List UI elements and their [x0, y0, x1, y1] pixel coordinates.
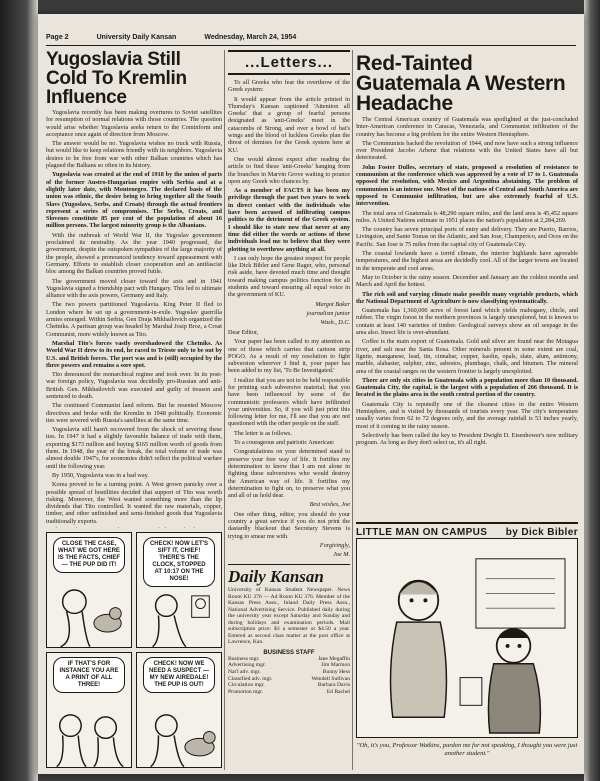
- guatemala-headline: Red-Tainted Guatemala A Western Headache: [356, 52, 566, 115]
- yugoslavia-paragraph: The continued Communist land reform. But he resented Moscow directives and broke with the Kremlin in 1948 politically. Economic ties were severed with Russia's satellites at the same time.: [46, 402, 222, 424]
- letter-signature-title: journalism junior: [306, 309, 350, 317]
- staff-row: [228, 689, 350, 696]
- speech-bubble: CLOSE THE CASE, WHAT WE GOT HERE IS THE FACTS, CHIEF — THE PUP DID IT!: [53, 537, 125, 573]
- guatemala-article: [356, 50, 578, 518]
- yugoslavia-paragraph: Korea proved to be a turning point. A West grown panicky over a possible spread of hostilities decided that support of Tito was worth risking. Moreover, the West wanted something more than the lip dividends that Tito controlled. It wanted the raw materials, copper, timber, and other unfinished and semi-finished goods that Yugoslavia traditionally exports.: [46, 481, 222, 525]
- letters-column: [228, 50, 350, 770]
- staff-info: University of Kansas Student Newspaper. News Room KU 376 — Ad Room KU 376. Member of the Kansas Press Assn., Inland Daily Press Assn., National Advertising Service. Published daily during the university year except Saturday and Sunday and during holidays and examination periods. Mail subscription price: $3 a semester or $4.50 a year. Entered as second class matter at the post office at Lawrence, Kan.: [228, 587, 350, 646]
- letter-intro: To all Greeks who fear the overthrow of the Greek system:: [228, 79, 350, 94]
- masthead: [46, 34, 576, 46]
- column-rule: [224, 50, 225, 770]
- cartoon-title: LITTLE MAN ON CAMPUS: [356, 527, 488, 538]
- letter-signature: Joe M.: [333, 551, 350, 559]
- guatemala-paragraph: May to October is the rainy season. December and January are the coldest months and March and April the hottest.: [356, 273, 578, 289]
- yugoslavia-paragraph: Yugoslavia recently has been making overtures to Soviet satellites for resumption of normal relations with those countries. The question would arise whether Yugoslavia seeks return to the Cominform and acceptance once again of direction from Moscow.: [46, 109, 222, 138]
- paper-flag: Daily Kansan: [228, 564, 350, 587]
- staff-person: Barbara Davis: [317, 682, 350, 689]
- speech-bubble: IF THAT'S FOR INSTANCE YOU ARE A PRINT OF ALL THREE!: [53, 657, 125, 693]
- staff-row: [228, 656, 350, 663]
- letter-paragraph: I can only hope the greatest respect for people like Dick Bibler and Gene Rager, who, personal risk aside, have devoted much time and thought toward making campus politics function for all students and toward ensuring all equal voice in the government of KU.: [228, 254, 350, 299]
- issue-date: Wednesday, March 24, 1954: [204, 34, 297, 41]
- letter-paragraph: One would almost expect after reading the article to find these 'anti-Greeks' hanging from the branches in Marvin Grove waiting to pounce upon any Greek who chances by.: [228, 155, 350, 185]
- yugoslavia-paragraph: The two powers partitioned Yugoslavia. King Peter II fled to London where he set up a government-in-exile. Yugoslav guerrilla armies emerged. Within Serbia, Gen Draja Mikhailovich organized the Chetniks. A partisan group was headed by Marshal Josip Broz, a Croat Communist, more widely known as Tito.: [46, 301, 222, 338]
- yugoslavia-paragraph: Marshal Tito's forces vastly overshadowed the Chetniks. As World War II drew to its end, he raced to Trieste only to be out by U.S. and British forces. The port was and is (still) occupied by the three powers and remains a sore spot.: [46, 339, 222, 369]
- cartoon-artist: by Dick Bibler: [505, 527, 578, 538]
- letter-closing: Forgivingly,: [319, 541, 350, 549]
- yugoslavia-paragraph: The answer would be no. Yugoslavia wishes no truck with Russia, but would like to keep relations friendly with its neighbors. Yugoslavia desires to be free from war with other Balkan countries which has plagued the Balkans so often in its history.: [46, 140, 222, 170]
- yugoslavia-paragraph: Yugoslavia was created at the end of 1918 by the union of parts of the former Austro-Hungarian empire with Serbia and at a slightly later date, with Montenegro. The declared basis of the union was ethnic, the desire being to bring together all the South Slavs (Yugoslavs, Serbs, and Croats) through the actual frontiers represent a series of compromises. The Serbs, Croats, and Slovenes constitute 85 per cent of the population of about 16 million persons. The largest minority group is the Albanians.: [46, 171, 222, 230]
- guatemala-paragraph: John Foster Dulles, secretary of state, proposed a resolution of resistance to communism at the conference which was approved by a vote of 17 to 1. Guatemala opposed the resolution, with Mexico and Argentina abstaining. The problem of communism is an intense one. Most of the nations of Central and South America are opposed to Communist infiltration, but are also extremely fearful of U.S. intervention.: [356, 163, 578, 208]
- guatemala-paragraph: Selectively has been called the key to President Dwight D. Eisenhower's new military program. As long as they don't select us, it's all right.: [356, 431, 578, 447]
- letter-paragraph: The letter is as follows.: [234, 429, 292, 437]
- staff-row: [228, 669, 350, 676]
- cartoon-drawing: [357, 539, 577, 737]
- comic-panel: [46, 652, 132, 768]
- letter-paragraph: As a member of FACTS it has been my privilege through the past two years to work in direct contact with the individuals who have been accused of infiltrating campus politics to the detriment of the Greek system. I should like to state now that never at any time did either the words or actions of these individuals lead me to believe that they were plotting to overthrow anything at all.: [228, 187, 350, 253]
- staff-person: Jim Marmon: [321, 662, 350, 669]
- paper-name: University Daily Kansan: [96, 34, 177, 41]
- staff-row: [228, 682, 350, 689]
- guatemala-paragraph: The coastal lowlands have a torrid climate, the interior highlands have agreeable temperatures, and the highest areas are decidedly cool. All of the larger towns are located in the temperate and cool areas.: [356, 250, 578, 272]
- staff-person: Wendell Sullivan: [311, 675, 350, 682]
- staff-role: Promotion mgr.: [228, 688, 264, 695]
- comic-panel: [136, 652, 222, 768]
- speech-bubble: CHECK! NOW LET'S SIFT IT, CHIEF! THERE'S THE CLOCK, STOPPED AT 10:17 ON THE NOSE!: [143, 537, 215, 587]
- yugoslavia-paragraph: Yugoslavia still hasn't recovered from the shock of severing these ties. In 1947 it had a slightly favorable balance of trade with them, exporting $173 million and buying $165 million worth of goods from them. In 1948, the year of the break, the total volume of trade was almost double 1947's, for economies didn't reflect the political warfare until the following year.: [46, 426, 222, 470]
- comic-strip: [46, 532, 222, 768]
- staff-person: Ed Rachel: [326, 688, 350, 695]
- letters-heading: ...Letters...: [228, 50, 350, 75]
- letter-paragraph: It would appear from the article printed in Thursday's Kansan captioned 'Attention all Greeks' that a group of fearful persons designated as 'anti-Greeks' meet in the catacombs of Strong, and over a bowl of bat's wings and the blood of luckless Greeks plan the direst of demises for the Greek system here at KU.: [228, 95, 350, 154]
- letter-paragraph: To a courageous and patriotic American:: [234, 439, 335, 447]
- campus-cartoon: [356, 538, 578, 738]
- page-right-edge: [584, 0, 600, 781]
- comic-panel: [46, 532, 132, 648]
- letter-place: Wash., D.C.: [320, 319, 350, 327]
- letter-salutation: Dear Editor,: [228, 329, 259, 337]
- letter-signature: Margot Baker: [315, 300, 350, 308]
- page-number: Page 2: [46, 34, 69, 41]
- staff-role: Circulation mgr.: [228, 682, 265, 689]
- letter-paragraph: Best wishes, Joe: [309, 501, 350, 509]
- guatemala-paragraph: The country has seven principal ports of entry and delivery. They are Puerto, Barrios, Livingston, and Santo Tomas on the Atlantic, and San Jose, Champerico, and Ocos on the Pacific. San Jose is 75 miles from the capital city of Guatemala City.: [356, 226, 578, 248]
- newspaper-page: [38, 14, 584, 774]
- guatemala-paragraph: Guatemala City is reputedly one of the cleanest cities in the entire Western Hemisphere, and is visited by thousands of tourists every year. The city's temperature usually varies from 62 to 72 degrees only, and the average rainfall is 53 inches yearly, most of it coming in the rainy season.: [356, 400, 578, 430]
- guatemala-paragraph: The rich soil and varying climate make possible many vegetable products, which the National Department of Agriculture is now classifying systematically.: [356, 290, 578, 305]
- guatemala-paragraph: Coffee is the main export of Guatemala. Gold and silver are found near the Motagua river, and salt near the Santa Rosa. Other minerals present in some extent are coal, lignite, manganese, lead, tin, cinnabar, copper, kaolin, opals, slate, alum, antimony, marble, alabaster, sulphur, zinc, asbestos, plumbago, chalk, and bitumen. The mineral area of the coastal ranges on the western frontier is largely unexploited.: [356, 338, 578, 375]
- yugoslavia-paragraph: Tito denounced the monarchical regime and took over. In its post-war foreign policy, Yugoslavia was decidedly pro-Russian and anti-British. Gen. Mikhailovich was executed and guilty of treason and sentenced to death.: [46, 371, 222, 400]
- staff-role: Classified adv. mgr.: [228, 675, 273, 682]
- yugoslavia-headline: Yugoslavia Still Cold To Kremlin Influence: [46, 50, 187, 108]
- letter-paragraph: Your paper has been called to my attention as one of those which carries that cartoon strip POGO. As a result of my resolution to fight subversion wherever I find it, your paper has been added to my list, 'To Be Investigated.': [228, 338, 350, 375]
- guatemala-paragraph: Guatemala has 1,360,000 acres of forest land which yields mahogany, chicle, and rubber. The virgin forest in the northern provinces is largely unexplored, but is known to contain at least 140 varieties of timber. Geological surveys show an oil seepage in the area also. Insect life is over-abundant.: [356, 307, 578, 337]
- letter-paragraph: I realize that you are not to be held responsible for printing such subversive material; that you have been influenced by some of the communistic professors which have infiltrated your universities. So, if you will just print this following letter for me, I'll see that you are not questioned with the other people on the staff.: [228, 376, 350, 428]
- staff-person: Bunny Hess: [322, 668, 350, 675]
- guatemala-paragraph: The Central American country of Guatemala was spotlighted at the just-concluded Inter-American conference in Caracas, Venezuela, and Communist infiltration of the country has become a big problem for the entire Western Hemisphere.: [356, 116, 578, 138]
- staff-title: BUSINESS STAFF: [263, 649, 315, 656]
- letter-paragraph: One other thing, editor, you should do your country a great service if you do not print the dastardly blackout that Secretary Stevens is trying to smear me with.: [228, 510, 350, 540]
- staff-role: Nat'l adv. mgr.: [228, 668, 261, 675]
- speech-bubble: CHECK! NOW WE NEED A SUSPECT — MY NEW AIREDALE! THE PUP IS OUT!: [143, 657, 215, 693]
- staff-role: Advertising mgr.: [228, 662, 266, 669]
- guatemala-paragraph: There are only six cities in Guatemala with a population more than 10 thousand. Guatemala City, the capital, is the largest with a population of 266 thousand. It is located in the plains area in the south central portion of the country.: [356, 376, 578, 399]
- comic-panel: [136, 532, 222, 648]
- yugoslavia-paragraph: [46, 527, 222, 528]
- staff-row: [228, 662, 350, 669]
- yugoslavia-article: [46, 50, 222, 528]
- yugoslavia-paragraph: By 1950, Yugoslavia was in a bad way.: [52, 471, 149, 479]
- yugoslavia-paragraph: The government moved closer toward the axis and in 1941 Yugoslavia signed a friendship pact with Hungary. This led to ultimate alliance with the axis powers, Germany and Italy.: [46, 277, 222, 300]
- cartoon-header: [356, 522, 578, 538]
- page-binding-edge: [0, 0, 38, 781]
- staff-role: Business mgr.: [228, 655, 260, 662]
- letter-paragraph: Congratulations on your determined stand to preserve your free way of life. It fortifies my determination to know that I am not alone in fighting these subversives who would destroy the American way of life. It fortifies my determination to fight on, to preserve what you and all of us hold dear.: [228, 448, 350, 500]
- yugoslavia-paragraph: With the outbreak of World War II, the Yugoslav government proclaimed its neutrality. As the year 1940 progressed, the government, despite the outspoken sympathies of the large majority of the people, showed a pronounced tendency toward appeasement with Germany. Efforts to establish closer cooperation and an antifascist bloc among the Balkan countries proved futile.: [46, 231, 222, 276]
- guatemala-paragraph: The Communists backed the revolution of 1944, and now have such a strong influence over President Jacobo Arbenz that relations with the United States have all but deteriorated.: [356, 139, 578, 162]
- guatemala-paragraph: The total area of Guatemala is 48,290 square miles, and the land area is 45,452 square miles. A United Nations estimate in 1951 places the nation's population at 2,284,269.: [356, 209, 578, 224]
- staff-row: [228, 676, 350, 683]
- staff-person: Jane Megaffin: [317, 655, 350, 662]
- cartoon-caption: "Oh, it's you, Professor Watkins, pardon me for not speaking, I thought you were just another student.": [356, 742, 578, 757]
- column-rule: [352, 50, 353, 770]
